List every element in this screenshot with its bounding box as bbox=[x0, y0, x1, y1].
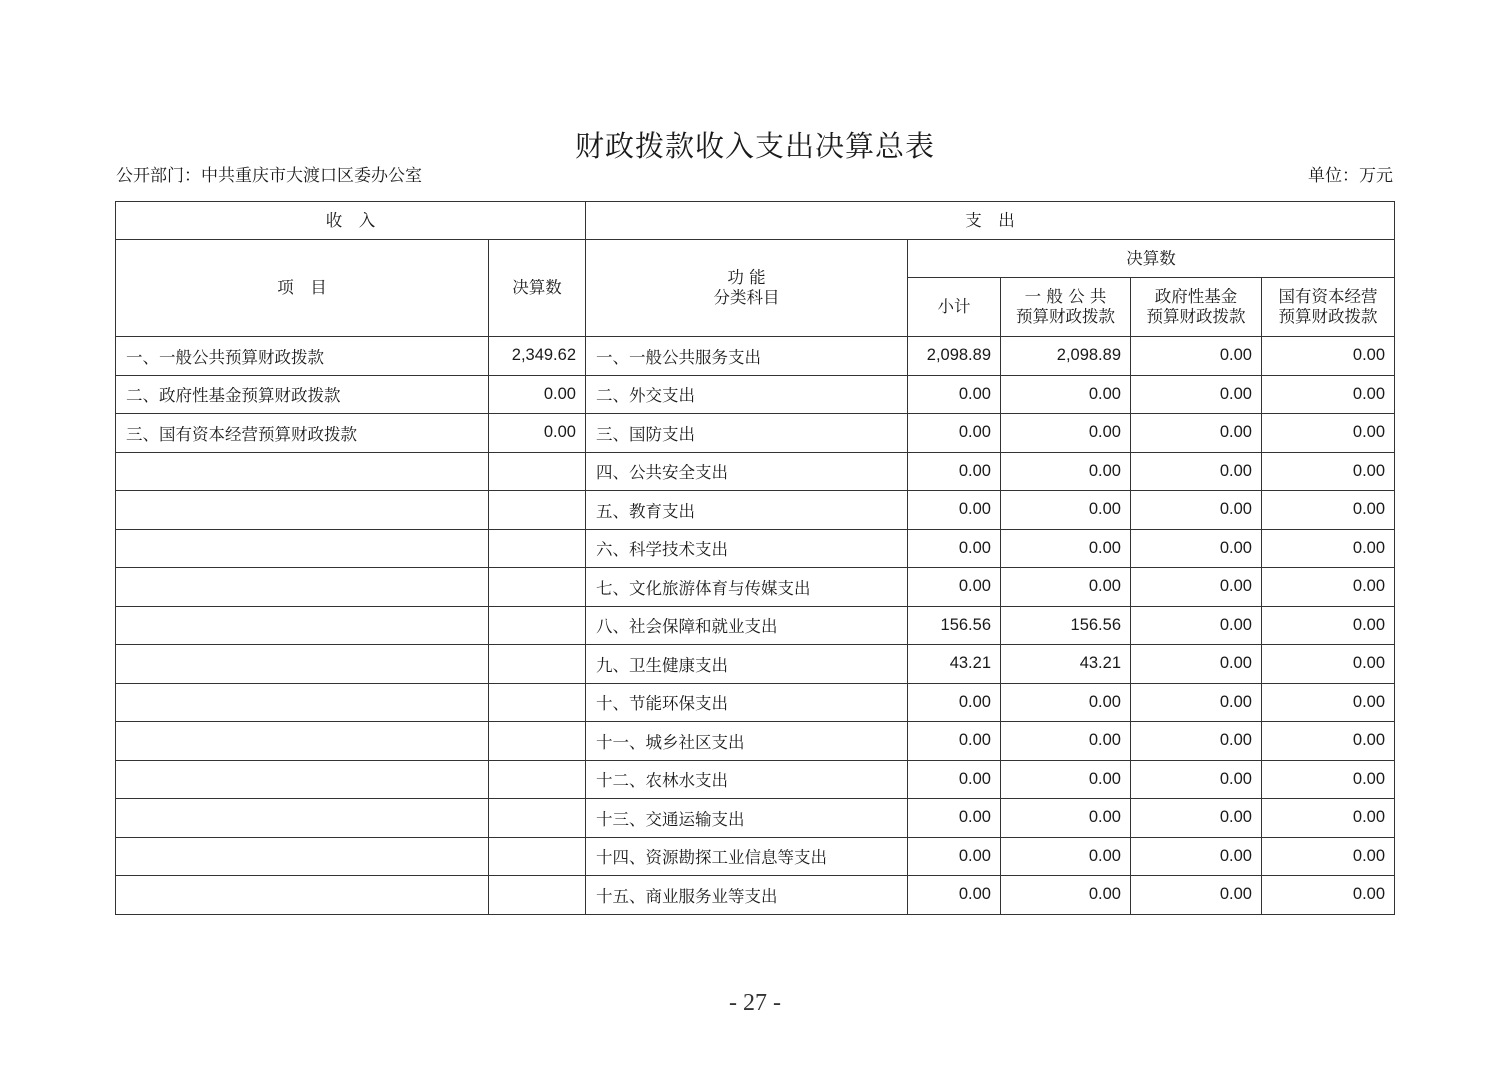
state-capital-cell: 0.00 bbox=[1262, 606, 1395, 645]
function-category-cell: 九、卫生健康支出 bbox=[586, 645, 908, 684]
subtotal-cell: 0.00 bbox=[908, 491, 1001, 530]
budget-table bbox=[115, 201, 1395, 915]
table-row bbox=[116, 799, 1395, 838]
table-row bbox=[116, 606, 1395, 645]
income-item-cell bbox=[116, 606, 489, 645]
table-row bbox=[116, 452, 1395, 491]
general-budget-cell: 2,098.89 bbox=[1001, 337, 1131, 376]
state-capital-cell: 0.00 bbox=[1262, 414, 1395, 453]
table-row bbox=[116, 876, 1395, 915]
income-item-cell bbox=[116, 722, 489, 761]
income-amount-cell bbox=[489, 568, 586, 607]
gov-fund-cell: 0.00 bbox=[1131, 760, 1262, 799]
table-row bbox=[116, 568, 1395, 607]
subtotal-cell: 0.00 bbox=[908, 722, 1001, 761]
state-capital-cell: 0.00 bbox=[1262, 876, 1395, 915]
income-header: 收 入 bbox=[116, 202, 586, 240]
subtotal-cell: 43.21 bbox=[908, 645, 1001, 684]
income-amount-cell: 2,349.62 bbox=[489, 337, 586, 376]
table-row bbox=[116, 645, 1395, 684]
general-budget-cell: 0.00 bbox=[1001, 568, 1131, 607]
unit-label: 单位：万元 bbox=[1308, 166, 1393, 186]
subtotal-cell: 0.00 bbox=[908, 799, 1001, 838]
general-budget-header bbox=[1001, 278, 1131, 337]
general-budget-cell: 0.00 bbox=[1001, 491, 1131, 530]
income-amount-cell bbox=[489, 799, 586, 838]
income-amount-cell bbox=[489, 722, 586, 761]
subtotal-header: 小计 bbox=[908, 278, 1001, 337]
function-category-cell: 四、公共安全支出 bbox=[586, 452, 908, 491]
state-header-line1: 国有资本经营 bbox=[1278, 287, 1378, 306]
subtotal-cell: 0.00 bbox=[908, 414, 1001, 453]
function-header-line1: 功 能 bbox=[727, 268, 766, 287]
general-budget-cell: 43.21 bbox=[1001, 645, 1131, 684]
state-capital-cell: 0.00 bbox=[1262, 799, 1395, 838]
gov-fund-cell: 0.00 bbox=[1131, 683, 1262, 722]
function-category-cell: 十、节能环保支出 bbox=[586, 683, 908, 722]
state-capital-cell: 0.00 bbox=[1262, 375, 1395, 414]
income-amount-cell bbox=[489, 876, 586, 915]
table-row bbox=[116, 529, 1395, 568]
budget-amount-header: 决算数 bbox=[908, 240, 1395, 278]
gov-fund-cell: 0.00 bbox=[1131, 606, 1262, 645]
function-category-cell: 十二、农林水支出 bbox=[586, 760, 908, 799]
income-item-cell: 三、国有资本经营预算财政拨款 bbox=[116, 414, 489, 453]
subtotal-cell: 0.00 bbox=[908, 568, 1001, 607]
general-budget-cell: 156.56 bbox=[1001, 606, 1131, 645]
general-budget-cell: 0.00 bbox=[1001, 799, 1131, 838]
income-amount-cell bbox=[489, 606, 586, 645]
function-category-cell: 八、社会保障和就业支出 bbox=[586, 606, 908, 645]
income-amount-cell bbox=[489, 683, 586, 722]
function-category-cell: 七、文化旅游体育与传媒支出 bbox=[586, 568, 908, 607]
item-header: 项 目 bbox=[116, 240, 489, 337]
income-amount-cell bbox=[489, 491, 586, 530]
state-header-line2: 预算财政拨款 bbox=[1278, 307, 1378, 326]
gov-fund-cell: 0.00 bbox=[1131, 529, 1262, 568]
subtotal-cell: 0.00 bbox=[908, 375, 1001, 414]
gov-fund-header bbox=[1131, 278, 1262, 337]
subtotal-cell: 0.00 bbox=[908, 452, 1001, 491]
gov-fund-cell: 0.00 bbox=[1131, 876, 1262, 915]
income-amount-cell: 0.00 bbox=[489, 375, 586, 414]
gov-fund-cell: 0.00 bbox=[1131, 491, 1262, 530]
general-budget-cell: 0.00 bbox=[1001, 375, 1131, 414]
function-category-cell: 十五、商业服务业等支出 bbox=[586, 876, 908, 915]
income-amount-cell bbox=[489, 529, 586, 568]
state-capital-cell: 0.00 bbox=[1262, 760, 1395, 799]
state-capital-cell: 0.00 bbox=[1262, 452, 1395, 491]
income-item-cell bbox=[116, 529, 489, 568]
subtotal-cell: 2,098.89 bbox=[908, 337, 1001, 376]
gov-fund-cell: 0.00 bbox=[1131, 568, 1262, 607]
income-item-cell bbox=[116, 568, 489, 607]
income-item-cell bbox=[116, 491, 489, 530]
general-header-line1: 一 般 公 共 bbox=[1024, 287, 1107, 306]
state-capital-cell: 0.00 bbox=[1262, 491, 1395, 530]
general-budget-cell: 0.00 bbox=[1001, 683, 1131, 722]
table-row bbox=[116, 375, 1395, 414]
table-row bbox=[116, 722, 1395, 761]
income-item-cell: 一、一般公共预算财政拨款 bbox=[116, 337, 489, 376]
table-row bbox=[116, 414, 1395, 453]
table-row bbox=[116, 337, 1395, 376]
function-category-cell: 一、一般公共服务支出 bbox=[586, 337, 908, 376]
state-capital-cell: 0.00 bbox=[1262, 529, 1395, 568]
state-capital-cell: 0.00 bbox=[1262, 683, 1395, 722]
income-item-cell bbox=[116, 645, 489, 684]
subtotal-cell: 0.00 bbox=[908, 683, 1001, 722]
income-item-cell: 二、政府性基金预算财政拨款 bbox=[116, 375, 489, 414]
gov-fund-cell: 0.00 bbox=[1131, 375, 1262, 414]
state-capital-cell: 0.00 bbox=[1262, 645, 1395, 684]
function-category-cell: 十四、资源勘探工业信息等支出 bbox=[586, 837, 908, 876]
gov-fund-cell: 0.00 bbox=[1131, 837, 1262, 876]
subtotal-cell: 0.00 bbox=[908, 876, 1001, 915]
table-row bbox=[116, 760, 1395, 799]
income-amount-cell bbox=[489, 760, 586, 799]
state-capital-cell: 0.00 bbox=[1262, 722, 1395, 761]
general-budget-cell: 0.00 bbox=[1001, 760, 1131, 799]
general-budget-cell: 0.00 bbox=[1001, 529, 1131, 568]
gov-fund-cell: 0.00 bbox=[1131, 452, 1262, 491]
subtotal-cell: 0.00 bbox=[908, 760, 1001, 799]
function-category-cell: 六、科学技术支出 bbox=[586, 529, 908, 568]
income-amount-header: 决算数 bbox=[489, 240, 586, 337]
income-item-cell bbox=[116, 799, 489, 838]
function-category-header bbox=[586, 240, 908, 337]
state-capital-cell: 0.00 bbox=[1262, 837, 1395, 876]
function-category-cell: 十三、交通运输支出 bbox=[586, 799, 908, 838]
general-budget-cell: 0.00 bbox=[1001, 876, 1131, 915]
subtotal-cell: 0.00 bbox=[908, 837, 1001, 876]
expense-header: 支 出 bbox=[586, 202, 1395, 240]
function-header-line2: 分类科目 bbox=[713, 288, 780, 307]
gov-fund-cell: 0.00 bbox=[1131, 414, 1262, 453]
general-budget-cell: 0.00 bbox=[1001, 452, 1131, 491]
table-row bbox=[116, 837, 1395, 876]
state-capital-cell: 0.00 bbox=[1262, 568, 1395, 607]
income-amount-cell: 0.00 bbox=[489, 414, 586, 453]
income-amount-cell bbox=[489, 645, 586, 684]
page-title: 财政拨款收入支出决算总表 bbox=[574, 129, 935, 163]
state-capital-header bbox=[1262, 278, 1395, 337]
subtotal-cell: 156.56 bbox=[908, 606, 1001, 645]
general-header-line2: 预算财政拨款 bbox=[1016, 307, 1115, 326]
department-label: 公开部门：中共重庆市大渡口区委办公室 bbox=[116, 166, 422, 186]
general-budget-cell: 0.00 bbox=[1001, 722, 1131, 761]
gov-fund-cell: 0.00 bbox=[1131, 337, 1262, 376]
gov-header-line1: 政府性基金 bbox=[1154, 287, 1238, 306]
gov-fund-cell: 0.00 bbox=[1131, 799, 1262, 838]
table-row bbox=[116, 683, 1395, 722]
income-amount-cell bbox=[489, 452, 586, 491]
general-budget-cell: 0.00 bbox=[1001, 837, 1131, 876]
function-category-cell: 三、国防支出 bbox=[586, 414, 908, 453]
table-row bbox=[116, 491, 1395, 530]
income-item-cell bbox=[116, 683, 489, 722]
income-item-cell bbox=[116, 876, 489, 915]
income-item-cell bbox=[116, 837, 489, 876]
gov-header-line2: 预算财政拨款 bbox=[1146, 307, 1246, 326]
general-budget-cell: 0.00 bbox=[1001, 414, 1131, 453]
gov-fund-cell: 0.00 bbox=[1131, 645, 1262, 684]
income-item-cell bbox=[116, 760, 489, 799]
income-item-cell bbox=[116, 452, 489, 491]
subtotal-cell: 0.00 bbox=[908, 529, 1001, 568]
function-category-cell: 五、教育支出 bbox=[586, 491, 908, 530]
function-category-cell: 十一、城乡社区支出 bbox=[586, 722, 908, 761]
page-number: - 27 - bbox=[729, 990, 781, 1016]
state-capital-cell: 0.00 bbox=[1262, 337, 1395, 376]
function-category-cell: 二、外交支出 bbox=[586, 375, 908, 414]
income-amount-cell bbox=[489, 837, 586, 876]
gov-fund-cell: 0.00 bbox=[1131, 722, 1262, 761]
